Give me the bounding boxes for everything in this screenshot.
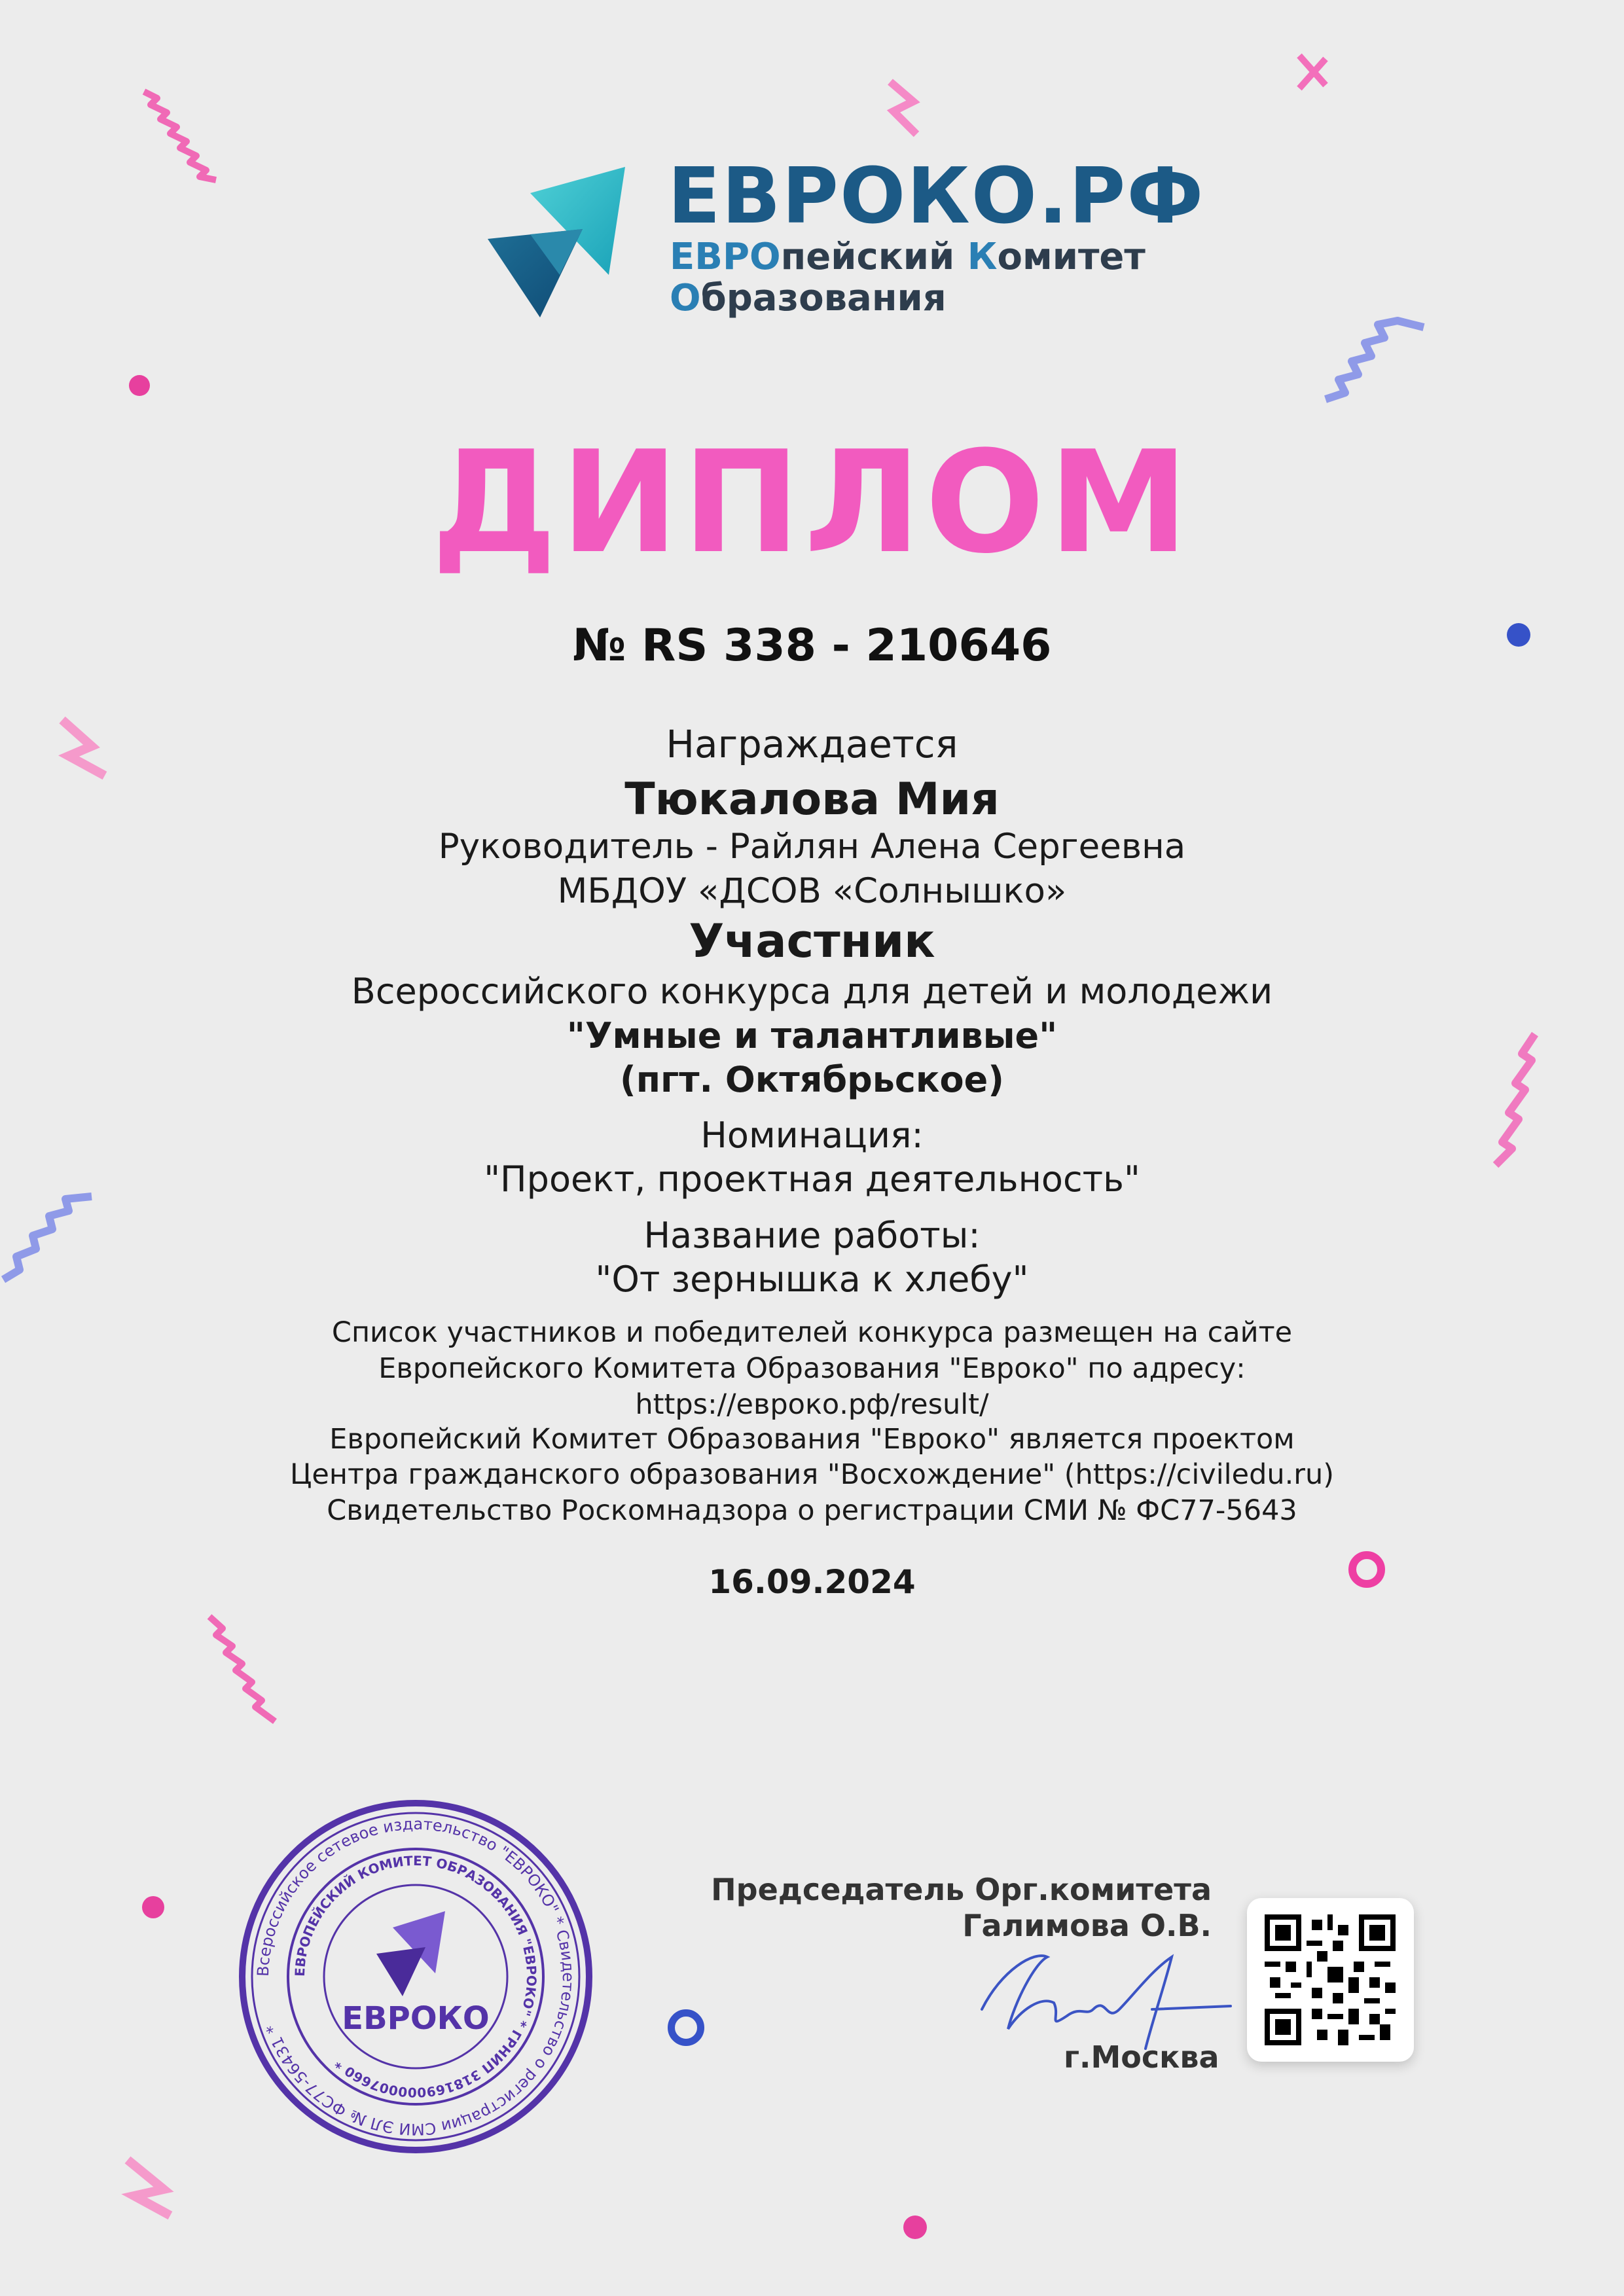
logo-title: ЕВРОКО.РФ	[668, 151, 1205, 241]
info-line: Европейского Комитета Образования "Евроко" по адресу:	[378, 1352, 1246, 1385]
stamp-inner-text: ЕВРОПЕЙСКИЙ КОМИТЕТ ОБРАЗОВАНИЯ "ЕВРОКО" * ГРНИП 318169000007660 *	[291, 1852, 540, 2101]
stamp-outer-text: Всероссийское сетевое издательство "ЕВРОКО" * Свидетельство о регистрации СМИ ЭЛ № ФС77-56431 *	[253, 1814, 578, 2139]
evroko-logo	[484, 151, 1205, 327]
chair-name: Галимова О.В.	[962, 1908, 1212, 1943]
info-line: Европейский Комитет Образования "Евроко" является проектом	[329, 1423, 1295, 1456]
issue-date: 16.09.2024	[708, 1563, 916, 1601]
organization-line: МБДОУ «ДСОВ «Солнышко»	[557, 871, 1067, 911]
contest-place: (пгт. Октябрьское)	[620, 1059, 1004, 1100]
stamp-logo-icon	[376, 1911, 445, 1996]
nomination-value: "Проект, проектная деятельность"	[484, 1158, 1140, 1200]
qr-code-card[interactable]	[1247, 1898, 1414, 2062]
diploma-title: ДИПЛОМ	[431, 420, 1193, 584]
nomination-label: Номинация:	[700, 1115, 924, 1156]
logo-subtitle-line2: Образования	[670, 277, 947, 319]
confetti-pink-top-right	[1293, 49, 1332, 95]
contest-line: Всероссийского конкурса для детей и молодежи	[351, 971, 1273, 1012]
dot-pink	[129, 375, 150, 396]
info-line: Свидетельство Роскомнадзора о регистрации СМИ № ФС77-5643	[327, 1494, 1297, 1527]
leader-line: Руководитель - Райлян Алена Сергеевна	[438, 827, 1186, 867]
ring-blue	[668, 2009, 704, 2046]
contest-name: "Умные и талантливые"	[566, 1015, 1058, 1056]
dot-pink-2	[142, 1896, 164, 1918]
confetti-pink-bottom-left	[203, 1610, 308, 1728]
confetti-pink-bottom-corner	[115, 2150, 180, 2222]
info-line: Центра гражданского образования "Восхождение" (https://civiledu.ru)	[290, 1458, 1334, 1491]
awarded-label: Награждается	[666, 722, 958, 766]
diploma-number: № RS 338 - 210646	[572, 620, 1052, 672]
logo-triangle-icon	[484, 164, 635, 334]
confetti-blue-top-right	[1319, 314, 1443, 419]
confetti-pink-top	[877, 75, 929, 141]
work-title-label: Название работы:	[643, 1215, 981, 1256]
info-line: Список участников и победителей конкурса размещен на сайте	[331, 1316, 1293, 1349]
logo-subtitle-line1: ЕВРОпейский Комитет	[670, 236, 1146, 278]
recipient-name: Тюкалова Мия	[624, 774, 1000, 825]
work-title-value: "От зернышка к хлебу"	[595, 1259, 1029, 1300]
stamp-center-label: ЕВРОКО	[342, 2000, 490, 2037]
organization-stamp	[236, 1797, 596, 2157]
results-link[interactable]: https://евроко.рф/result/	[635, 1388, 989, 1421]
qr-code-icon	[1265, 1914, 1396, 2045]
chair-title: Председатель Орг.комитета	[711, 1872, 1212, 1907]
confetti-pink-top-left	[137, 85, 255, 183]
participant-role: Участник	[689, 914, 935, 968]
dot-pink-3	[903, 2215, 927, 2239]
city: г.Москва	[1064, 2039, 1219, 2075]
